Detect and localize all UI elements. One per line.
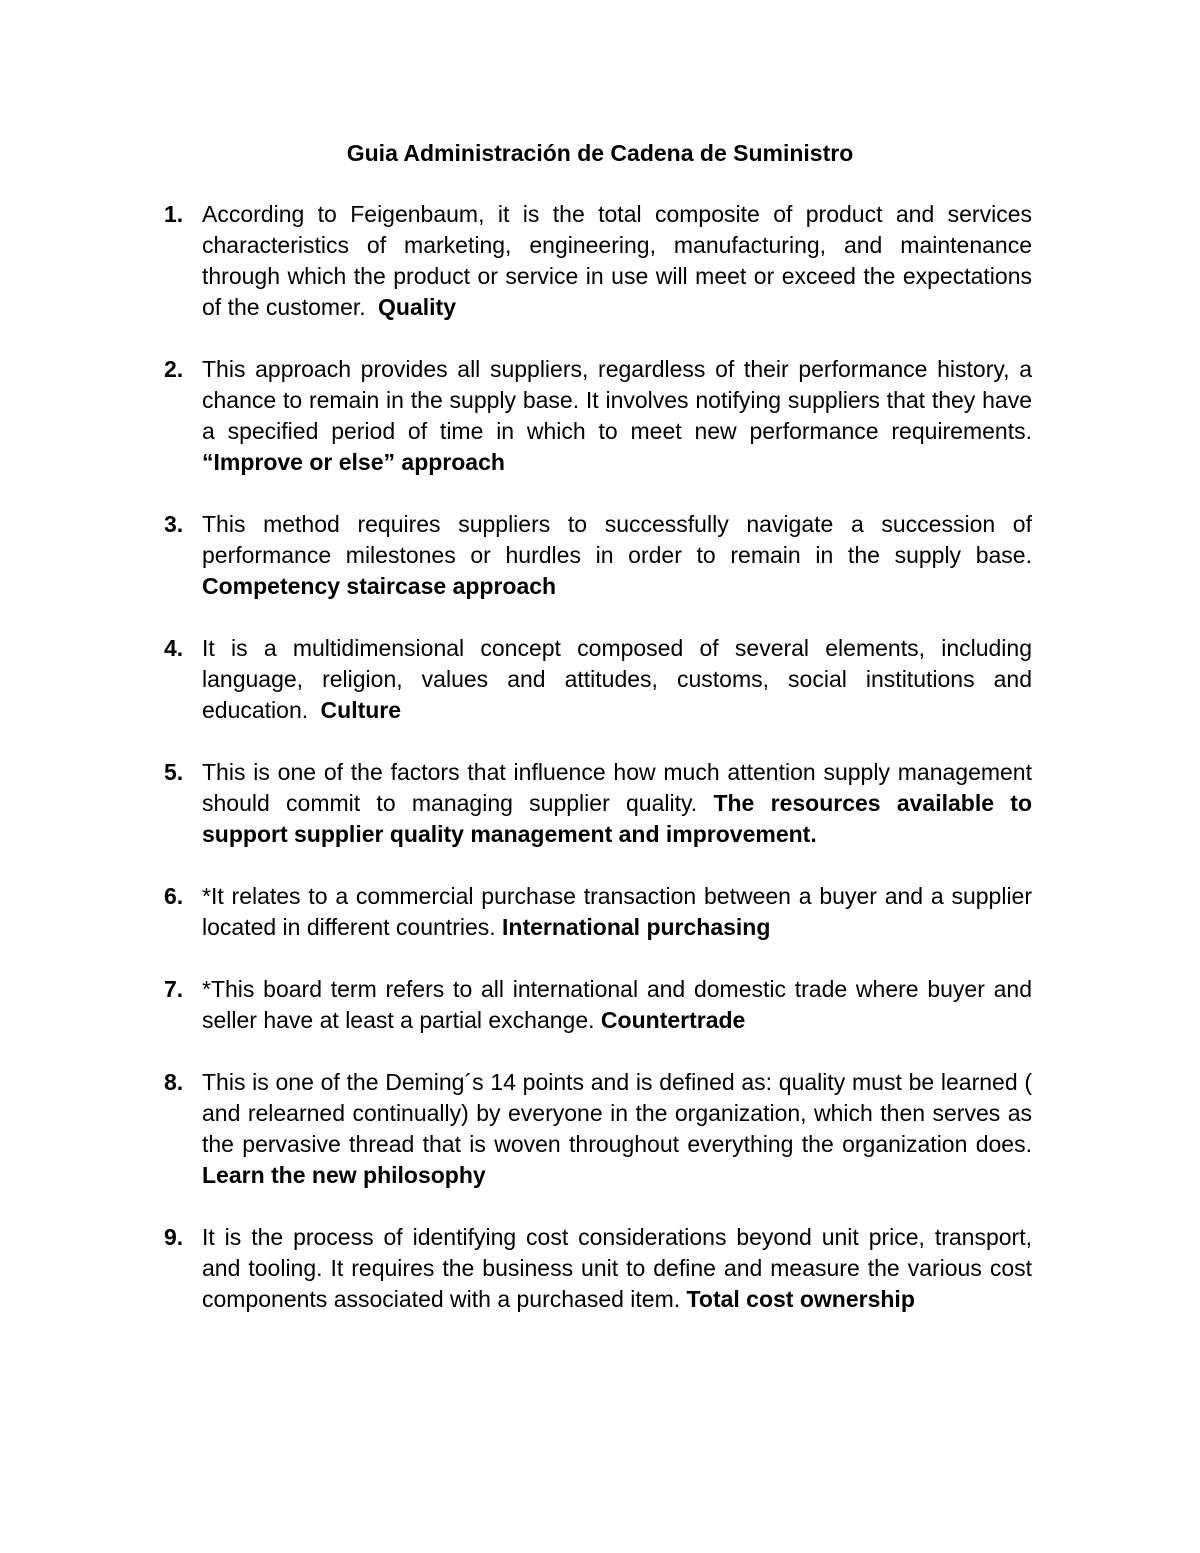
- question-item-3: [164, 509, 1032, 602]
- question-item-8: [164, 1067, 1032, 1191]
- question-answer: The resources available to support supplier quality management and improvement.: [202, 790, 1033, 847]
- question-answer: Quality: [378, 294, 456, 320]
- question-number: 4.: [164, 635, 184, 661]
- question-item-2: [164, 354, 1032, 478]
- document-title: Guia Administración de Cadena de Suministro: [346, 140, 854, 166]
- question-number: 9.: [164, 1224, 184, 1250]
- question-item-5: [164, 757, 1032, 850]
- question-list: [164, 199, 1032, 1346]
- question-answer: “Improve or else” approach: [202, 449, 505, 475]
- question-text: This approach provides all suppliers, regardless of their performance history, a chance to remain in the supply base. It involves notifying suppliers that they have a specified period of time in which to meet new performance requirements.: [202, 356, 1032, 444]
- question-item-7: [164, 974, 1032, 1036]
- question-answer: Competency staircase approach: [202, 573, 557, 599]
- question-text: *It relates to a commercial purchase transaction between a buyer and a supplier located in different countries.: [202, 883, 1032, 940]
- question-answer: Total cost ownership: [686, 1286, 915, 1312]
- question-number: 2.: [164, 356, 184, 382]
- question-item-6: [164, 881, 1032, 943]
- question-number: 1.: [164, 201, 184, 227]
- question-number: 6.: [164, 883, 184, 909]
- question-text: According to Feigenbaum, it is the total composite of product and services characteristics of marketing, engineering, manufacturing, and maintenance through which the product or service in use will meet or exceed the expectations of the customer.: [202, 201, 1032, 320]
- question-text: *This board term refers to all international and domestic trade where buyer and seller have at least a partial exchange.: [202, 976, 1032, 1033]
- question-answer: Culture: [320, 697, 402, 723]
- question-text: This is one of the factors that influence how much attention supply management should commit to managing supplier quality.: [202, 759, 1032, 816]
- question-item-4: [164, 633, 1032, 726]
- question-number: 3.: [164, 511, 184, 537]
- question-item-1: [164, 199, 1032, 323]
- question-answer: International purchasing: [502, 914, 771, 940]
- question-answer: Countertrade: [600, 1007, 746, 1033]
- question-number: 7.: [164, 976, 184, 1002]
- question-text: This is one of the Deming´s 14 points and is defined as: quality must be learned ( and relearned continually) by everyone in the organization, which then serves as the pervasive thread that is woven throughout everything the organization does.: [202, 1069, 1032, 1157]
- question-number: 8.: [164, 1069, 184, 1095]
- question-text: This method requires suppliers to successfully navigate a succession of performance milestones or hurdles in order to remain in the supply base.: [202, 511, 1032, 568]
- question-number: 5.: [164, 759, 184, 785]
- question-item-9: [164, 1222, 1032, 1315]
- question-answer: Learn the new philosophy: [202, 1162, 486, 1188]
- question-text: It is a multidimensional concept composed of several elements, including language, religion, values and attitudes, customs, social institutions and education.: [202, 635, 1032, 723]
- question-text: It is the process of identifying cost considerations beyond unit price, transport, and tooling. It requires the business unit to define and measure the various cost components associated with a purchased item.: [202, 1224, 1032, 1312]
